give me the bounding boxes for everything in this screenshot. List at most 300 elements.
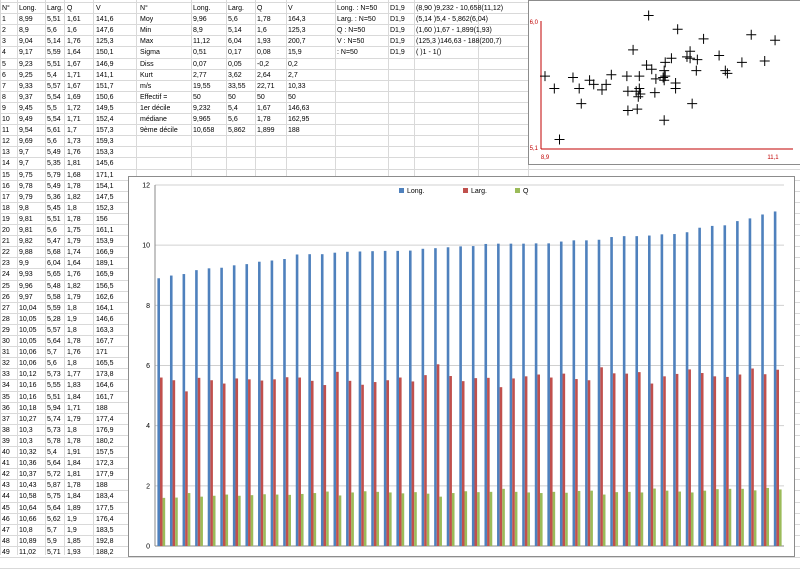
table-cell[interactable]: 9,33 [19,82,33,90]
table-cell[interactable]: 10,18 [19,404,37,412]
table-cell[interactable]: 156 [96,215,108,223]
table-cell[interactable]: 1,78 [67,215,81,223]
stats-cell[interactable]: Moy [140,16,154,24]
summary-cell[interactable]: V : N=50 [337,38,365,46]
table-cell[interactable]: 17 [2,193,10,201]
table-cell[interactable]: 147,5 [96,193,114,201]
table-cell[interactable]: 24 [2,271,10,279]
table-cell[interactable]: 153,9 [96,238,114,246]
table-cell[interactable]: 3 [2,38,6,46]
table-cell[interactable]: 1,8 [67,326,77,334]
table-cell[interactable]: 5,6 [47,360,57,368]
table-cell[interactable]: 10,3 [19,426,33,434]
table-cell[interactable]: 1,71 [67,116,81,123]
stats-cell[interactable]: 0,17 [228,49,242,57]
table-cell[interactable]: 176,9 [96,426,114,434]
table-cell[interactable]: 145,6 [96,160,114,168]
table-cell[interactable]: 5,51 [47,393,61,401]
table-cell[interactable]: 1,8 [67,204,77,212]
stats-cell[interactable]: 10,658 [193,127,215,135]
table-cell[interactable]: 5,45 [47,204,61,212]
summary-cell[interactable]: Long. : N=50 [337,5,378,12]
table-cell[interactable]: 9 [2,104,6,112]
table-cell[interactable]: 5,87 [47,482,61,490]
table-cell[interactable]: 9,79 [19,193,33,201]
table-cell[interactable]: 44 [2,493,10,501]
stats-cell[interactable]: 8,9 [193,27,203,35]
table-cell[interactable]: 5,4 [47,71,57,79]
table-cell[interactable]: 177,5 [96,504,114,512]
table-cell[interactable]: 10 [2,116,10,123]
table-cell[interactable]: 167,7 [96,338,114,345]
table-cell[interactable]: 9,69 [19,138,33,146]
table-cell[interactable]: 5,14 [47,38,61,46]
table-cell[interactable]: 28 [2,315,10,323]
summary-cell[interactable]: D1,9 [390,38,405,46]
table-cell[interactable]: 21 [2,238,10,246]
table-cell[interactable]: 5,58 [47,293,61,301]
table-cell[interactable]: 10,64 [19,504,37,512]
stats-header-cell[interactable]: V [288,5,293,12]
table-cell[interactable]: 172,3 [96,460,114,468]
table-cell[interactable]: 166,9 [96,249,114,257]
stats-cell[interactable]: 5,14 [228,27,242,35]
table-cell[interactable]: 35 [2,393,10,401]
table-cell[interactable]: 10,36 [19,460,37,468]
table-cell[interactable]: 147,6 [96,27,114,35]
stats-cell[interactable]: 5,6 [228,116,238,123]
table-cell[interactable]: 5,78 [47,437,61,445]
stats-cell[interactable]: 2,77 [193,71,207,79]
stats-cell[interactable]: 9,96 [193,16,207,24]
table-cell[interactable]: 10,8 [19,526,33,534]
table-cell[interactable]: 150,6 [96,93,114,101]
table-cell[interactable]: 1,67 [67,60,81,68]
stats-cell[interactable]: 1,78 [257,16,271,24]
stats-cell[interactable]: 33,55 [228,82,246,90]
table-cell[interactable]: 141,6 [96,16,114,24]
table-cell[interactable]: 16 [2,182,10,190]
summary-cell[interactable]: D1,9 [390,49,405,57]
table-cell[interactable]: 1,81 [67,471,81,479]
table-cell[interactable]: 141,1 [96,71,114,79]
stats-cell[interactable]: 10,33 [288,82,306,90]
table-cell[interactable]: 157,5 [96,449,114,456]
table-header-cell[interactable]: Q [67,5,73,12]
summary-cell[interactable]: (125,3 )146,63 - 188(200,7) [416,38,502,46]
table-cell[interactable]: 32 [2,360,10,368]
table-cell[interactable]: 5,47 [47,238,61,246]
table-cell[interactable]: 9,45 [19,104,33,112]
table-cell[interactable]: 41 [2,460,10,468]
table-cell[interactable]: 10,16 [19,393,37,401]
table-cell[interactable]: 1,72 [67,104,81,112]
table-cell[interactable]: 146,9 [96,60,114,68]
stats-cell[interactable]: 0,08 [257,49,271,57]
stats-cell[interactable]: 6,04 [228,38,242,46]
table-cell[interactable]: 18 [2,204,10,212]
table-cell[interactable]: 1,79 [67,293,81,301]
table-cell[interactable]: 33 [2,371,10,379]
table-cell[interactable]: 14 [2,160,10,168]
table-cell[interactable]: 150,1 [96,49,114,57]
stats-cell[interactable]: 5,4 [228,104,238,112]
table-cell[interactable]: 1,84 [67,493,81,501]
table-cell[interactable]: 5,73 [47,426,61,434]
table-cell[interactable]: 26 [2,293,10,301]
table-cell[interactable]: 1,76 [67,349,81,357]
table-cell[interactable]: 5,5 [47,104,57,112]
stats-header-cell[interactable]: Larg. [228,5,244,12]
table-cell[interactable]: 25 [2,282,10,290]
table-cell[interactable]: 6,04 [47,260,61,268]
table-cell[interactable]: 9,81 [19,227,33,234]
table-cell[interactable]: 159,3 [96,138,114,146]
stats-cell[interactable]: 50 [288,93,296,101]
stats-cell[interactable]: 2,7 [288,71,298,79]
stats-cell[interactable]: 11,12 [193,38,210,46]
table-cell[interactable]: 1,9 [67,315,77,323]
stats-cell[interactable]: 9,232 [193,104,211,112]
stats-cell[interactable]: 22,71 [257,82,275,90]
table-cell[interactable]: 10,12 [19,371,37,379]
table-cell[interactable]: 5,9 [47,537,57,545]
table-cell[interactable]: 11 [2,127,10,135]
table-cell[interactable]: 5,64 [47,338,61,345]
table-cell[interactable]: 165,5 [96,360,114,368]
table-cell[interactable]: 9,37 [19,93,33,101]
stats-cell[interactable]: 5,6 [228,16,238,24]
table-cell[interactable]: 5,57 [47,326,61,334]
table-cell[interactable]: 7 [2,82,6,90]
table-cell[interactable]: 47 [2,526,10,534]
table-cell[interactable]: 1,61 [67,16,81,24]
table-cell[interactable]: 5,51 [47,215,61,223]
table-cell[interactable]: 149,5 [96,104,114,112]
table-cell[interactable]: 183,5 [96,526,114,534]
table-cell[interactable]: 10,37 [19,471,37,479]
table-header-cell[interactable]: V [96,5,101,12]
stats-cell[interactable]: 0,07 [193,60,207,68]
table-cell[interactable]: 171 [96,349,108,357]
table-cell[interactable]: 40 [2,449,10,456]
table-cell[interactable]: 146,6 [96,315,114,323]
table-cell[interactable]: 5,72 [47,471,61,479]
table-cell[interactable]: 5,48 [47,282,61,290]
table-cell[interactable]: 5,71 [47,548,61,556]
table-cell[interactable]: 29 [2,326,10,334]
table-cell[interactable]: 5,6 [47,138,57,146]
table-cell[interactable]: 162,6 [96,293,114,301]
summary-cell[interactable]: D1,9 [390,5,405,12]
table-cell[interactable]: 164,1 [96,304,114,312]
table-cell[interactable]: 9,23 [19,60,33,68]
table-cell[interactable]: 9,7 [19,149,29,157]
stats-cell[interactable]: 188 [288,127,300,135]
table-cell[interactable]: 10,58 [19,493,37,501]
table-cell[interactable]: 1,64 [67,49,81,57]
table-cell[interactable]: 5,49 [47,182,61,190]
scatter-chart[interactable] [528,0,800,165]
table-cell[interactable]: 9,97 [19,293,33,301]
table-cell[interactable]: 1 [2,16,6,24]
table-cell[interactable]: 5 [2,60,6,68]
table-cell[interactable]: 19 [2,215,10,223]
table-cell[interactable]: 5,28 [47,315,61,323]
table-cell[interactable]: 5,35 [47,160,61,168]
table-cell[interactable]: 13 [2,149,10,157]
table-cell[interactable]: 151,7 [96,82,114,90]
table-cell[interactable]: 188 [96,482,108,490]
stats-cell[interactable]: 9ème décile [140,127,178,135]
stats-cell[interactable]: 1er décile [140,104,171,112]
table-cell[interactable]: 31 [2,349,10,357]
table-cell[interactable]: 5,54 [47,93,61,101]
table-cell[interactable]: 1,75 [67,227,81,234]
table-cell[interactable]: 5,62 [47,515,61,523]
stats-cell[interactable]: 1,78 [257,116,271,123]
table-cell[interactable]: 5,6 [47,27,57,35]
table-cell[interactable]: 5,6 [47,227,57,234]
summary-cell[interactable]: (1,60 )1,67 - 1,899(1,93) [416,27,492,35]
stats-cell[interactable]: 2,64 [257,71,271,79]
stats-cell[interactable]: 1,899 [257,127,275,135]
table-cell[interactable]: 9,81 [19,215,33,223]
table-cell[interactable]: 1,78 [67,437,81,445]
table-cell[interactable]: 177,4 [96,415,114,423]
stats-cell[interactable]: médiane [140,116,167,123]
table-cell[interactable]: 39 [2,437,10,445]
table-cell[interactable]: 34 [2,382,10,390]
table-cell[interactable]: 36 [2,404,10,412]
table-cell[interactable]: 49 [2,548,10,556]
stats-cell[interactable]: 164,3 [288,16,306,24]
table-cell[interactable]: 15 [2,171,10,179]
table-cell[interactable]: 1,6 [67,27,77,35]
table-cell[interactable]: 1,77 [67,371,81,379]
table-cell[interactable]: 1,73 [67,138,81,146]
table-cell[interactable]: 5,74 [47,415,61,423]
table-cell[interactable]: 9,54 [19,127,33,135]
table-cell[interactable]: 1,76 [67,38,81,46]
stats-cell[interactable]: 5,862 [228,127,246,135]
table-cell[interactable]: 9,96 [19,282,33,290]
stats-cell[interactable]: 0,2 [288,60,298,68]
table-cell[interactable]: 5,36 [47,193,61,201]
table-cell[interactable]: 10,05 [19,326,37,334]
table-cell[interactable]: 1,79 [67,238,81,246]
stats-cell[interactable]: Kurt [140,71,153,79]
table-cell[interactable]: 180,2 [96,437,114,445]
table-cell[interactable]: 1,9 [67,515,77,523]
stats-cell[interactable]: Effectif = [140,93,168,101]
summary-cell[interactable]: D1,9 [390,16,405,24]
table-cell[interactable]: 37 [2,415,10,423]
stats-cell[interactable]: Sigma [140,49,160,57]
table-cell[interactable]: 11,02 [19,548,36,556]
table-cell[interactable]: 5,61 [47,127,61,135]
stats-cell[interactable]: 125,3 [288,27,306,35]
table-cell[interactable]: 173,8 [96,371,114,379]
table-cell[interactable]: 157,3 [96,127,114,135]
stats-cell[interactable]: Diss [140,60,154,68]
stats-cell[interactable]: 200,7 [288,38,306,46]
table-cell[interactable]: 10,89 [19,537,37,545]
stats-cell[interactable]: 1,67 [257,104,271,112]
table-cell[interactable]: 192,8 [96,537,114,545]
table-cell[interactable]: 1,76 [67,271,81,279]
bar-chart[interactable] [128,176,795,557]
table-cell[interactable]: 188 [96,404,108,412]
summary-cell[interactable]: : N=50 [337,49,358,57]
table-cell[interactable]: 5,51 [47,16,61,24]
stats-cell[interactable]: 9,965 [193,116,211,123]
table-cell[interactable]: 10,66 [19,515,37,523]
table-cell[interactable]: 9,88 [19,249,33,257]
table-cell[interactable]: 1,67 [67,82,81,90]
table-cell[interactable]: 156,5 [96,282,114,290]
table-cell[interactable]: 1,89 [67,504,81,512]
summary-cell[interactable]: Q : N=50 [337,27,366,35]
summary-cell[interactable]: D1,9 [390,27,405,35]
table-cell[interactable]: 5,55 [47,382,61,390]
table-cell[interactable]: 1,78 [67,182,81,190]
table-header-cell[interactable]: Larg. [47,5,63,12]
table-cell[interactable]: 164,6 [96,382,114,390]
table-cell[interactable]: 9,75 [19,171,33,179]
table-cell[interactable]: 8,99 [19,16,33,24]
table-cell[interactable]: 9,8 [19,204,29,212]
table-cell[interactable]: 9,7 [19,160,29,168]
table-cell[interactable]: 9,9 [19,260,29,268]
table-cell[interactable]: 9,49 [19,116,33,123]
table-cell[interactable]: 1,85 [67,537,81,545]
table-cell[interactable]: 1,84 [67,393,81,401]
table-cell[interactable]: 10,04 [19,304,37,312]
stats-cell[interactable]: m/s [140,82,152,90]
table-cell[interactable]: 1,93 [67,548,81,556]
table-cell[interactable]: 10,06 [19,349,37,357]
stats-cell[interactable]: 50 [228,93,236,101]
table-cell[interactable]: 1,82 [67,193,81,201]
stats-header-cell[interactable]: N° [140,5,148,12]
table-cell[interactable]: 38 [2,426,10,434]
table-cell[interactable]: 22 [2,249,10,257]
table-cell[interactable]: 10,16 [19,382,37,390]
table-cell[interactable]: 6 [2,71,6,79]
table-header-cell[interactable]: N° [2,5,10,12]
stats-cell[interactable]: 146,63 [288,104,310,112]
table-cell[interactable]: 125,3 [96,38,114,46]
table-cell[interactable]: 1,78 [67,482,81,490]
table-cell[interactable]: 5,57 [47,82,61,90]
table-cell[interactable]: 176,4 [96,515,114,523]
stats-cell[interactable]: 50 [193,93,201,101]
table-cell[interactable]: 153,3 [96,149,114,157]
stats-cell[interactable]: 1,6 [257,27,267,35]
table-cell[interactable]: 1,74 [67,249,81,257]
stats-cell[interactable]: 50 [257,93,265,101]
stats-cell[interactable]: 15,9 [288,49,302,57]
stats-cell[interactable]: Min [140,27,152,35]
table-cell[interactable]: 1,81 [67,160,81,168]
table-cell[interactable]: 9,17 [19,49,33,57]
table-cell[interactable]: 188,2 [96,548,114,556]
stats-cell[interactable]: 19,55 [193,82,211,90]
table-cell[interactable]: 171,1 [96,171,114,179]
table-cell[interactable]: 5,49 [47,149,61,157]
table-cell[interactable]: 48 [2,537,10,545]
table-cell[interactable]: 5,59 [47,49,61,57]
table-cell[interactable]: 5,68 [47,249,61,257]
table-cell[interactable]: 1,91 [67,449,81,456]
table-cell[interactable]: 1,82 [67,282,81,290]
table-cell[interactable]: 154,1 [96,182,114,190]
table-cell[interactable]: 2 [2,27,6,35]
table-cell[interactable]: 1,8 [67,426,77,434]
table-cell[interactable]: 4 [2,49,6,57]
stats-cell[interactable]: 0,51 [193,49,207,57]
table-cell[interactable]: 9,78 [19,182,33,190]
table-cell[interactable]: 45 [2,504,10,512]
stats-cell[interactable]: 0,05 [228,60,242,68]
table-cell[interactable]: 9,93 [19,271,33,279]
table-cell[interactable]: 5,79 [47,171,61,179]
table-cell[interactable]: 5,51 [47,60,61,68]
table-cell[interactable]: 9,82 [19,238,33,246]
table-cell[interactable]: 5,94 [47,404,61,412]
table-cell[interactable]: 1,9 [67,526,77,534]
table-cell[interactable]: 5,64 [47,504,61,512]
table-cell[interactable]: 161,1 [96,227,114,234]
table-cell[interactable]: 1,7 [67,127,77,135]
stats-cell[interactable]: 162,95 [288,116,310,123]
table-cell[interactable]: 1,76 [67,149,81,157]
stats-cell[interactable]: 1,93 [257,38,271,46]
table-cell[interactable]: 1,69 [67,93,81,101]
table-cell[interactable]: 1,79 [67,415,81,423]
stats-header-cell[interactable]: Q [257,5,263,12]
table-cell[interactable]: 27 [2,304,10,312]
table-cell[interactable]: 10,27 [19,415,37,423]
table-cell[interactable]: 5,54 [47,116,61,123]
table-cell[interactable]: 5,65 [47,271,61,279]
table-cell[interactable]: 12 [2,138,10,146]
stats-cell[interactable]: -0,2 [257,60,270,68]
table-cell[interactable]: 20 [2,227,10,234]
table-cell[interactable]: 1,8 [67,304,77,312]
table-cell[interactable]: 46 [2,515,10,523]
table-cell[interactable]: 152,4 [96,116,114,123]
table-cell[interactable]: 10,05 [19,338,37,345]
table-cell[interactable]: 8,9 [19,27,29,35]
table-cell[interactable]: 161,7 [96,393,114,401]
table-cell[interactable]: 5,4 [47,449,57,456]
table-cell[interactable]: 177,9 [96,471,114,479]
summary-cell[interactable]: (5,14 )5,4 - 5,862(6,04) [416,16,488,24]
table-cell[interactable]: 5,75 [47,493,61,501]
summary-cell[interactable]: Larg. : N=50 [337,16,376,24]
table-cell[interactable]: 5,73 [47,371,61,379]
table-cell[interactable]: 5,7 [47,349,57,357]
table-cell[interactable]: 10,06 [19,360,37,368]
table-cell[interactable]: 10,43 [19,482,37,490]
table-cell[interactable]: 5,7 [47,526,57,534]
table-cell[interactable]: 1,83 [67,382,81,390]
summary-cell[interactable]: ( )1 - 1() [416,49,442,57]
table-cell[interactable]: 189,1 [96,260,114,268]
table-cell[interactable]: 8 [2,93,6,101]
